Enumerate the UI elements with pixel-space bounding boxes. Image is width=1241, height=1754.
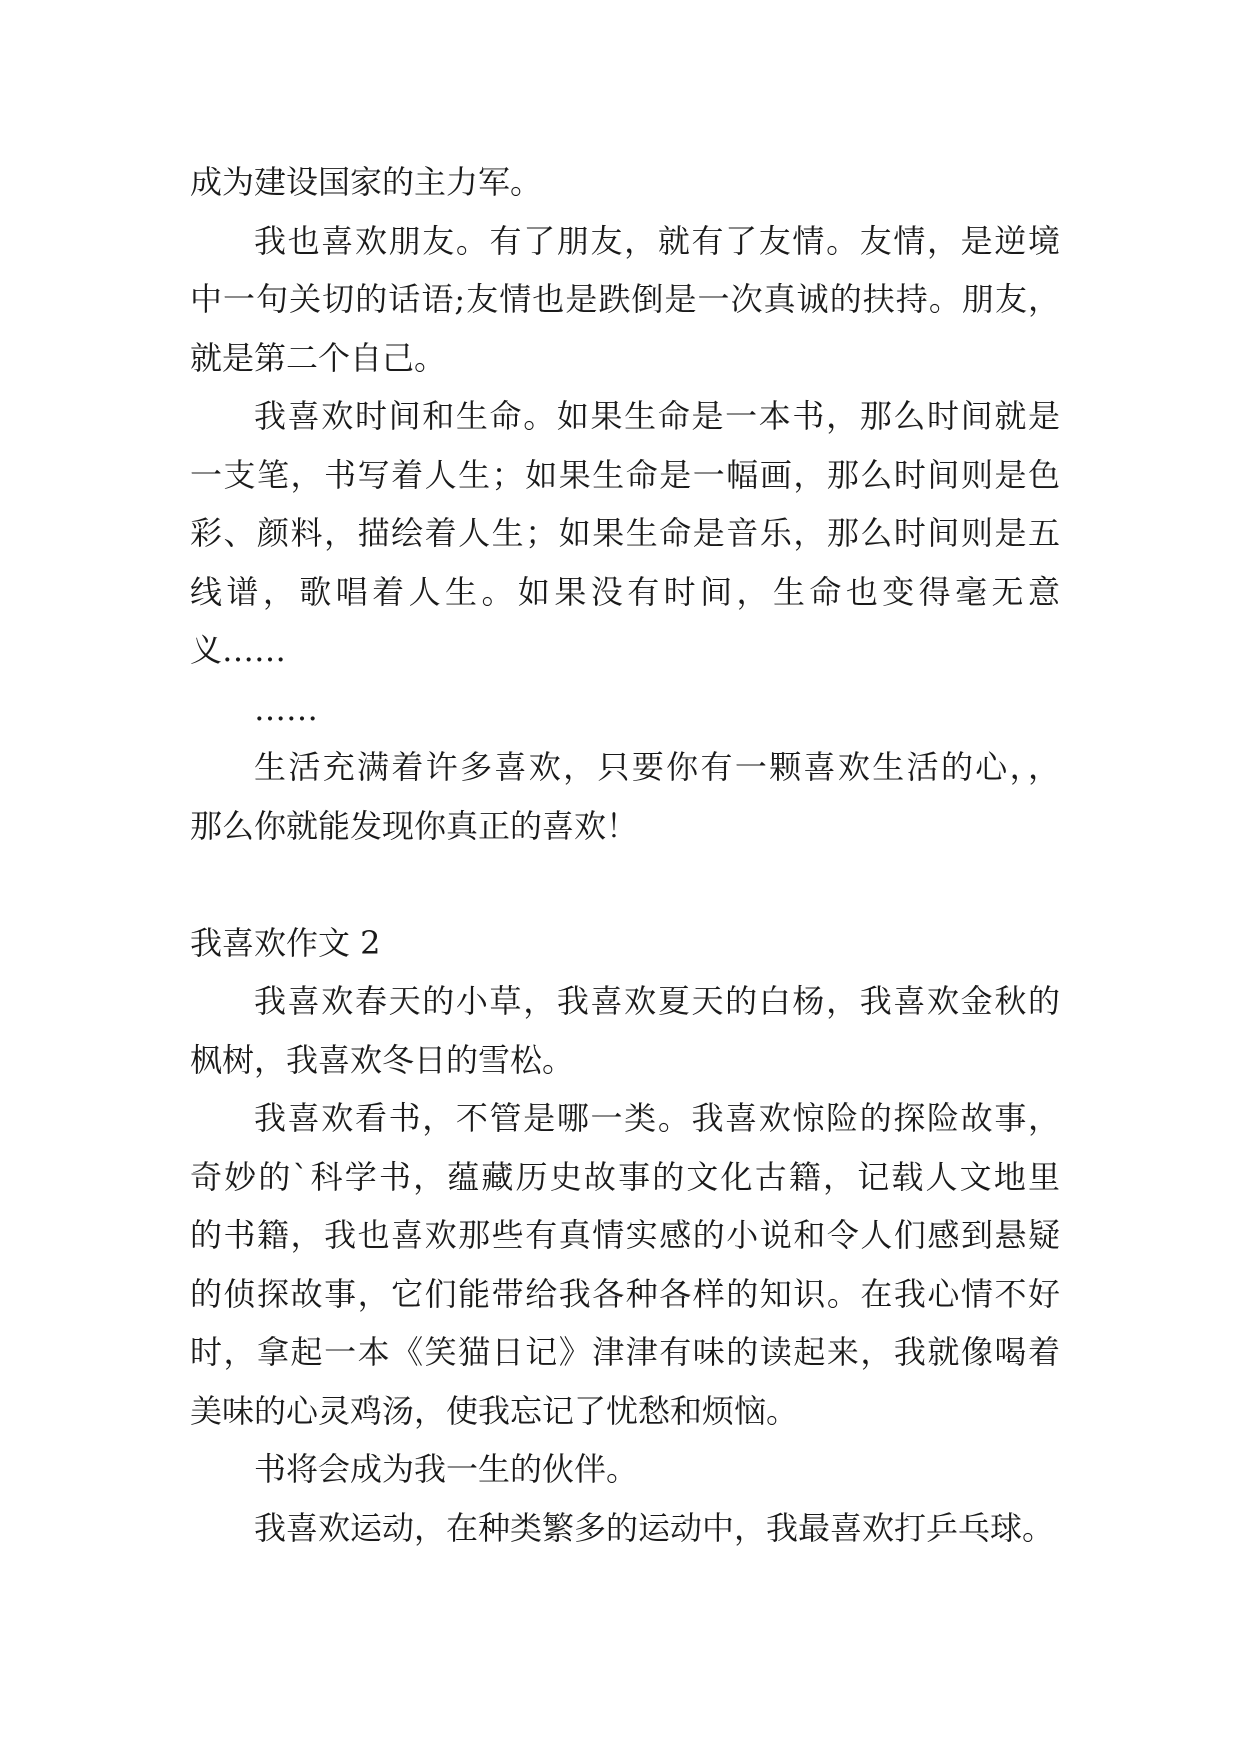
paragraph [190, 972, 1060, 1089]
text-line: 那么你就能发现你真正的喜欢！ [190, 806, 639, 845]
text-line: 成为建设国家的主力军。 [190, 163, 543, 201]
paragraph [190, 1089, 1060, 1440]
text-line: 奇妙的`科学书，蕴藏历史故事的文化古籍，记载人文地里 [190, 1157, 1060, 1196]
paragraph [190, 680, 1060, 739]
text-line: 义…… [190, 631, 287, 669]
text-line: 时，拿起一本《笑猫日记》津津有味的读起来，我就像喝着 [190, 1333, 1060, 1371]
text-line: 枫树，我喜欢冬日的雪松。 [190, 1040, 575, 1079]
text-line: 我也喜欢朋友。有了朋友，就有了友情。友情，是逆境 [254, 221, 1060, 260]
text-line: 书将会成为我一生的伙伴。 [254, 1450, 639, 1488]
text-line: 我喜欢春天的小草，我喜欢夏天的白杨，我喜欢金秋的 [254, 982, 1060, 1020]
text-line: 线谱，歌唱着人生。如果没有时间，生命也变得毫无意 [190, 572, 1060, 611]
paragraph [190, 1440, 1060, 1499]
paragraph [190, 153, 1060, 212]
essay-title: 我喜欢作文 2 [190, 923, 381, 962]
text-line: 我喜欢看书，不管是哪一类。我喜欢惊险的探险故事， [254, 1099, 1060, 1137]
paragraph [190, 1499, 1060, 1558]
text-line: 美味的心灵鸡汤，使我忘记了忧愁和烦恼。 [190, 1391, 799, 1430]
text-line: 一支笔，书写着人生；如果生命是一幅画，那么时间则是色 [190, 455, 1060, 494]
blank-line [190, 855, 1060, 914]
text-line: 我喜欢运动，在种类繁多的运动中，我最喜欢打乒乓球。 [254, 1508, 1055, 1547]
paragraph [190, 387, 1060, 680]
text-line: 彩、颜料，描绘着人生；如果生命是音乐，那么时间则是五 [190, 514, 1060, 552]
text-line: 就是第二个自己。 [190, 338, 447, 377]
text-line: 的书籍，我也喜欢那些有真情实感的小说和令人们感到悬疑 [190, 1216, 1060, 1254]
page-content [190, 153, 1060, 1557]
text-line: 的侦探故事，它们能带给我各种各样的知识。在我心情不好 [190, 1274, 1060, 1313]
text-line: 中一句关切的话语;友情也是跌倒是一次真诚的扶持。朋友， [190, 280, 1060, 318]
text-line: …… [254, 689, 318, 728]
paragraph [190, 212, 1060, 388]
text-line: 生活充满着许多喜欢，只要你有一颗喜欢生活的心，， [254, 748, 1060, 786]
paragraph [190, 738, 1060, 855]
text-line: 我喜欢时间和生命。如果生命是一本书，那么时间就是 [254, 397, 1060, 435]
